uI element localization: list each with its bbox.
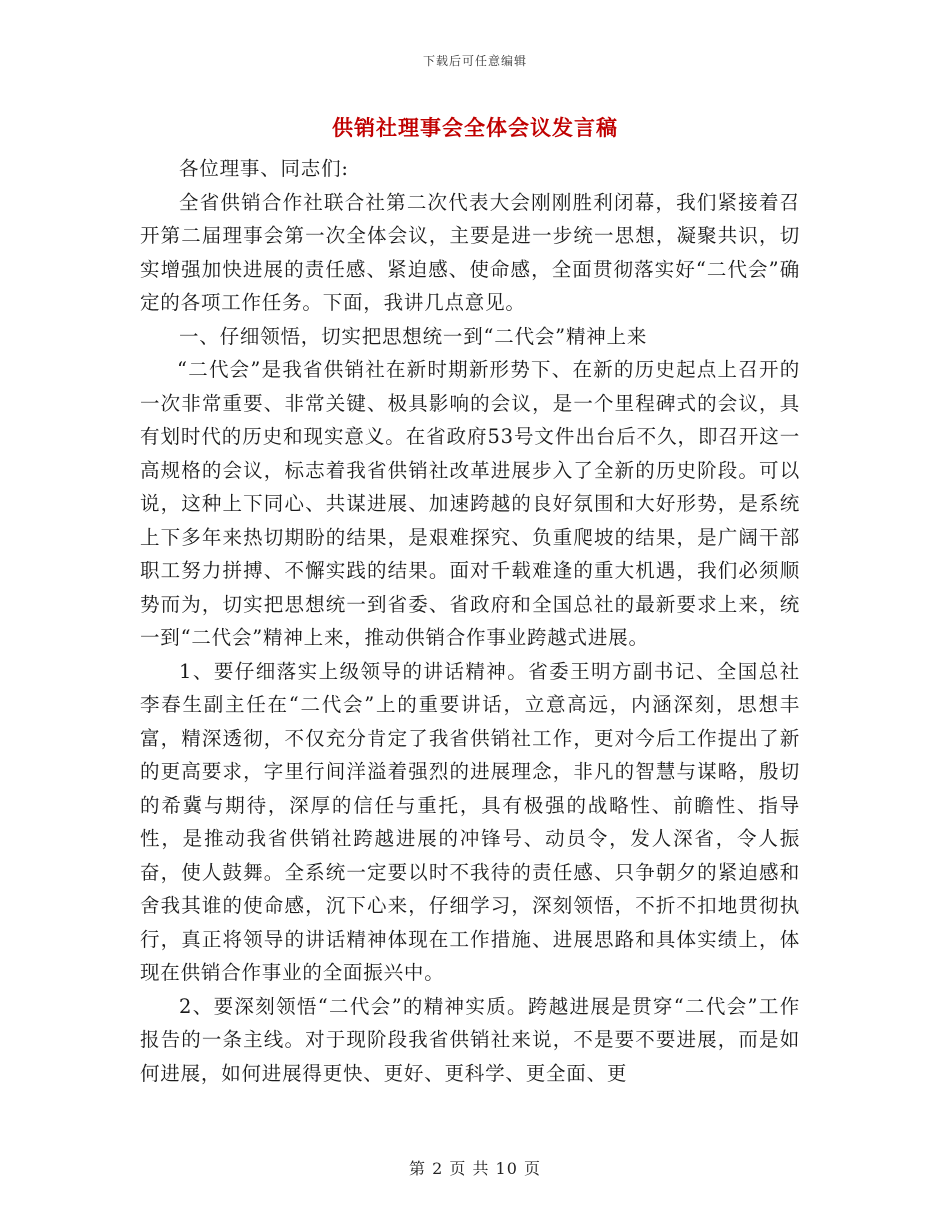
body-paragraph: 1、要仔细落实上级领导的讲话精神。省委王明方副书记、全国总社李春生副主任在“二代会”上的重要讲话，立意高远，内涵深刻，思想丰富，精深透彻，不仅充分肯定了我省供销社工作，更对今后工作提出了新的更高要求，字里行间洋溢着强烈的进展理念，非凡的智慧与谋略，殷切的希冀与期待，深厚的信任与重托，具有极强的战略性、前瞻性、指导性，是推动我省供销社跨越进展的冲锋号、动员令，发人深省，令人振奋，使人鼓舞。全系统一定要以时不我待的责任感、只争朝夕的紧迫感和舍我其谁的使命感，沉下心来，仔细学习，深刻领悟，不折不扣地贯彻执行，真正将领导的讲话精神体现在工作措施、进展思路和具体实绩上，体现在供销合作事业的全面振兴中。: [140, 659, 800, 984]
salutation-paragraph: 各位理事、同志们:: [179, 157, 349, 180]
page-number: 第 2 页 共 10 页: [409, 1159, 541, 1178]
document-title: 供销社理事会全体会议发言稿: [332, 115, 618, 140]
body-paragraph: “二代会”是我省供销社在新时期新形势下、在新的历史起点上召开的一次非常重要、非常关键、极具影响的会议，是一个里程碑式的会议，具有划时代的历史和现实意义。在省政府53号文件出台后不久，即召开这一高规格的会议，标志着我省供销社改革进展步入了全新的历史阶段。可以说，这种上下同心、共谋进展、加速跨越的良好氛围和大好形势，是系统上下多年来热切期盼的结果，是艰难探究、负重爬坡的结果，是广阔干部职工努力拼搏、不懈实践的结果。面对千载难逢的重大机遇，我们必须顺势而为，切实把思想统一到省委、省政府和全国总社的最新要求上来，统一到“二代会”精神上来，推动供销合作事业跨越式进展。: [140, 358, 800, 649]
page-header: 下载后可任意编辑: [422, 54, 527, 68]
body-paragraph: 2、要深刻领悟“二代会”的精神实质。跨越进展是贯穿“二代会”工作报告的一条主线。对于现阶段我省供销社来说，不是要不要进展，而是如何进展，如何进展得更快、更好、更科学、更全面、更: [140, 994, 800, 1085]
section-heading: 一、仔细领悟，切实把思想统一到“二代会”精神上来: [179, 324, 648, 348]
intro-paragraph: 全省供销合作社联合社第二次代表大会刚刚胜利闭幕，我们紧接着召开第二届理事会第一次全体会议，主要是进一步统一思想，凝聚共识，切实增强加快进展的责任感、紧迫感、使命感，全面贯彻落实好“二代会”确定的各项工作任务。下面，我讲几点意见。: [140, 190, 800, 314]
document-body: [140, 152, 800, 1090]
